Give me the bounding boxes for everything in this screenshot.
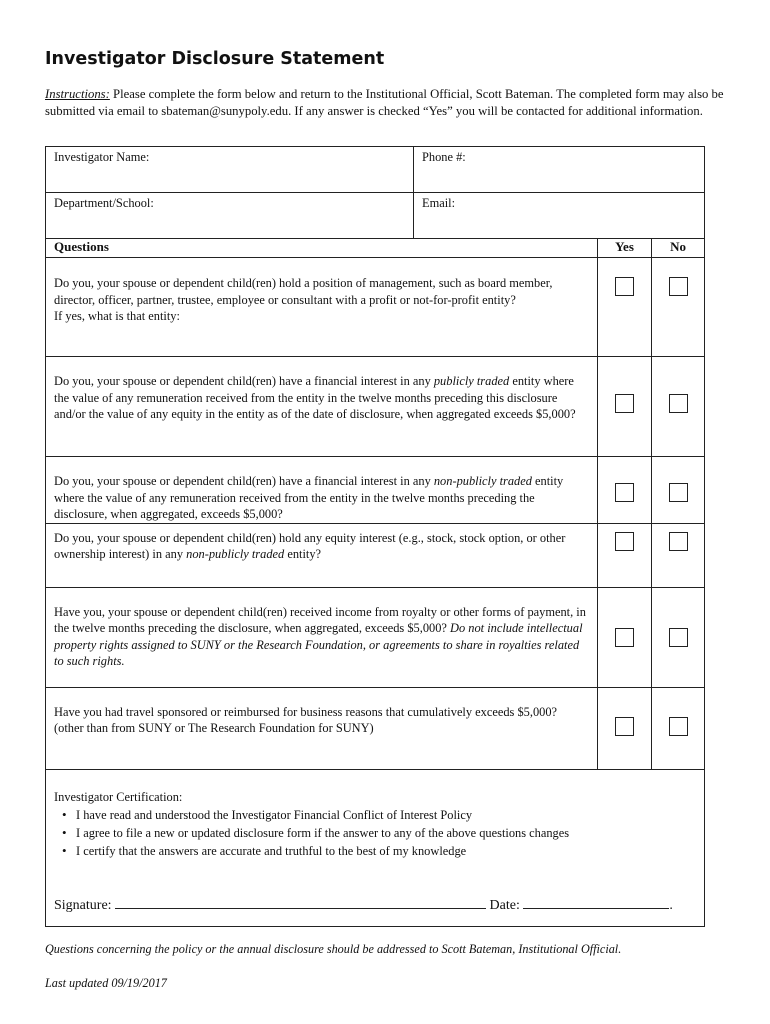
q4-yes-checkbox[interactable] [615, 532, 634, 551]
department-field[interactable] [46, 193, 414, 239]
q1-no-checkbox[interactable] [669, 277, 688, 296]
question-5-text: Have you, your spouse or dependent child(ren) received income from royalty or other forms of payment, in the twelve months preceding the disclosure, when aggregated, exceeds $5,000? [54, 604, 586, 635]
question-2 [46, 357, 598, 457]
instructions-text: Please complete the form below and return to the Institutional Official, Scott Bateman. The completed form may also be submitted via email to sbateman@sunypoly.edu. If any answer is checked “Yes” you will be contacted for additional information. [45, 87, 724, 118]
question-4-text-end: entity? [284, 547, 322, 561]
date-period: . [669, 897, 673, 913]
questions-header: Questions [46, 239, 598, 258]
certification-section [46, 769, 705, 926]
question-5-emphasis: Do not include intellectual property rights assigned to SUNY or the Research Foundation, or agreements to share in royalties related to such rights. [54, 621, 583, 668]
q4-no-checkbox[interactable] [669, 532, 688, 551]
question-2-text-end: entity where the value of any remuneration received from the entity in the twelve months preceding this disclosure and/or the value of any equity in the entity as of the date of disclosure, when aggregated exceeds $5,000? [54, 374, 576, 421]
signature-line[interactable] [115, 896, 486, 909]
question-4-text: Do you, your spouse or dependent child(ren) hold any equity interest (e.g., stock, stock option, or other ownership interest) in any [54, 530, 566, 561]
email-label: Email: [422, 196, 456, 210]
q6-no-checkbox[interactable] [669, 717, 688, 736]
instructions [45, 86, 735, 120]
q1-yes-checkbox[interactable] [615, 277, 634, 296]
investigator-name-label: Investigator Name: [54, 150, 150, 164]
investigator-name-field[interactable] [46, 147, 414, 193]
signature-label: Signature: [54, 897, 112, 913]
phone-field[interactable] [414, 147, 705, 193]
q6-yes-checkbox[interactable] [615, 717, 634, 736]
question-3-text-end: entity where the value of any remuneration received from the entity in the twelve months preceding the disclosure, when aggregated, exceeds $5,000? [54, 474, 564, 521]
question-4-emphasis: non-publicly traded [186, 547, 285, 561]
signature-row [54, 896, 696, 915]
certification-list [54, 806, 696, 860]
question-2-text: Do you, your spouse or dependent child(ren) have a financial interest in any [54, 374, 434, 388]
question-3-emphasis: non-publicly traded [433, 474, 532, 488]
question-1 [46, 258, 598, 357]
instructions-lead: Instructions: [45, 87, 110, 101]
phone-label: Phone #: [422, 150, 466, 164]
question-3 [46, 457, 598, 524]
date-label: Date: [489, 897, 520, 913]
disclosure-table [45, 146, 705, 927]
question-6 [46, 687, 598, 769]
question-1-followup: If yes, what is that entity: [54, 309, 180, 323]
question-1-text: Do you, your spouse or dependent child(ren) hold a position of management, such as board member, director, officer, partner, trustee, employee or consultant with a profit or not-for-profit entity? [54, 276, 553, 307]
no-header: No [652, 239, 705, 258]
list-item: • I have read and understood the Investigator Financial Conflict of Interest Policy [76, 806, 696, 824]
question-5 [46, 587, 598, 687]
q5-no-checkbox[interactable] [669, 628, 688, 647]
q2-no-checkbox[interactable] [669, 394, 688, 413]
department-label: Department/School: [54, 196, 154, 210]
email-field[interactable] [414, 193, 705, 239]
q2-yes-checkbox[interactable] [615, 394, 634, 413]
yes-header: Yes [598, 239, 652, 258]
footer-updated: Last updated 09/19/2017 [45, 976, 167, 990]
list-item: • I agree to file a new or updated disclosure form if the answer to any of the above questions changes [76, 824, 696, 842]
q5-yes-checkbox[interactable] [615, 628, 634, 647]
question-6-text: Have you had travel sponsored or reimbursed for business reasons that cumulatively exceeds $5,000? (other than from SUNY or The Research Foundation for SUNY) [54, 704, 558, 735]
date-line[interactable] [523, 896, 669, 909]
question-3-text: Do you, your spouse or dependent child(ren) have a financial interest in any [54, 474, 434, 488]
page-title: Investigator Disclosure Statement [45, 49, 385, 69]
certification-heading: Investigator Certification: [54, 789, 183, 804]
q3-yes-checkbox[interactable] [615, 483, 634, 502]
q3-no-checkbox[interactable] [669, 483, 688, 502]
list-item: • I certify that the answers are accurate and truthful to the best of my knowledge [76, 842, 696, 860]
question-2-emphasis: publicly traded [433, 374, 510, 388]
question-4 [46, 523, 598, 587]
footer-contact: Questions concerning the policy or the annual disclosure should be addressed to Scott Bateman, Institutional Official. [45, 942, 622, 956]
